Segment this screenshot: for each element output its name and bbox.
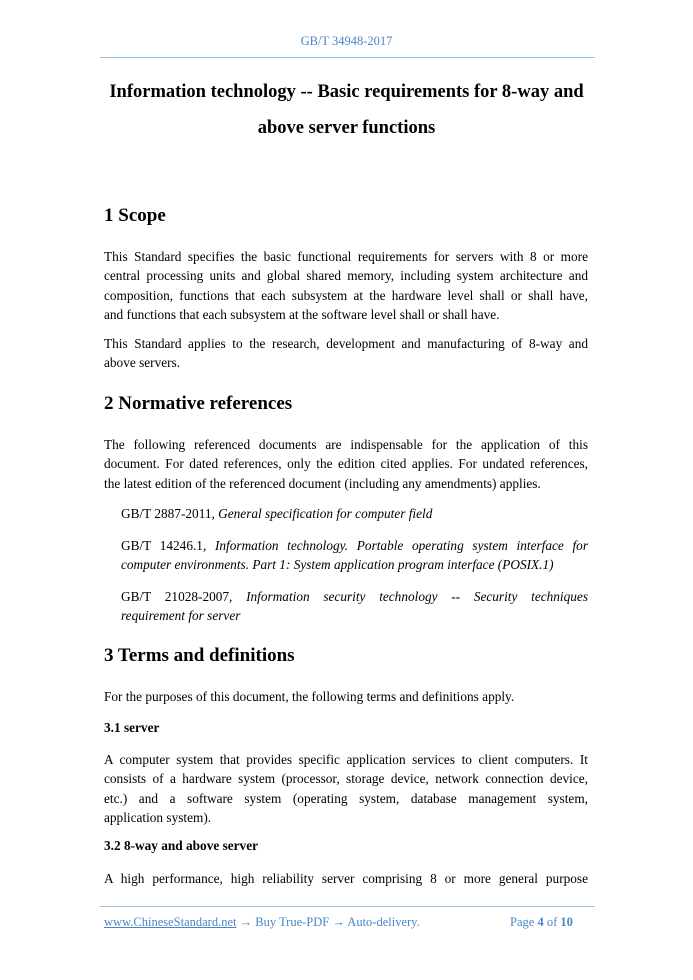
text-line [121, 555, 588, 574]
reference-item [121, 587, 588, 626]
text-line: A computer system that provides specific application services to client computers. It [104, 752, 588, 767]
page-current: 4 [537, 915, 544, 929]
term-3-1-definition [104, 750, 588, 828]
footer-promo-text: → Buy True-PDF → Auto-delivery. [236, 915, 420, 929]
header-divider [100, 57, 595, 58]
term-3-2-heading: 3.2 8-way and above server [104, 838, 259, 853]
document-title-line-2: above server functions [257, 118, 436, 138]
page-word: Page [510, 915, 535, 929]
section-1-paragraph-2 [104, 334, 588, 373]
header-standard-code: GB/T 34948-2017 [300, 34, 393, 48]
text-line: consists of a hardware system (processor, storage device, network connection device, [104, 771, 588, 787]
text-line: application system). [104, 810, 212, 826]
text-line: composition, functions that each subsystem at the hardware level shall or shall have, [104, 287, 588, 303]
reference-title: computer environments. Part 1: System application program interface (POSIX.1) [121, 557, 554, 573]
reference-title: Information security technology -- Security techniques [246, 589, 588, 604]
text-line: and functions that each subsystem at the software level shall or shall have. [104, 307, 500, 323]
of-word: of [546, 915, 558, 929]
reference-item [121, 504, 588, 523]
footer-page-number [510, 915, 573, 930]
section-2-heading: 2 Normative references [104, 393, 293, 414]
text-line: above servers. [104, 355, 181, 371]
text-line: etc.) and a software system (operating system, database management system, [104, 790, 588, 806]
footer-site-link[interactable]: www.ChineseStandard.net [104, 915, 237, 929]
text-line: This Standard specifies the basic functional requirements for servers with 8 or more [104, 249, 588, 264]
page-total: 10 [560, 915, 573, 929]
term-3-2-definition [104, 869, 588, 888]
section-2-paragraph-1 [104, 435, 588, 493]
reference-title: requirement for server [121, 608, 241, 624]
text-line: A high performance, high reliability server comprising 8 or more general purpose [104, 871, 588, 886]
section-3-intro: For the purposes of this document, the following terms and definitions apply. [104, 689, 515, 704]
text-line [121, 606, 588, 625]
reference-code: GB/T 14246.1, [121, 538, 207, 553]
section-3-heading: 3 Terms and definitions [104, 645, 295, 666]
section-1-paragraph-1 [104, 247, 588, 325]
reference-title: General specification for computer field [218, 506, 433, 521]
text-line [121, 587, 588, 606]
reference-code: GB/T 21028-2007, [121, 589, 233, 604]
section-1-heading: 1 Scope [104, 205, 166, 226]
footer-promo [104, 915, 420, 930]
reference-title: Information technology. Portable operating system interface for [214, 538, 588, 553]
text-line: document. For dated references, only the edition cited applies. For undated references, [104, 456, 588, 472]
text-line: central processing units and global shared memory, including system architecture and [104, 268, 588, 284]
text-line: the latest edition of the referenced document (including any amendments) applies. [104, 475, 541, 491]
reference-code: GB/T 2887-2011, [121, 506, 215, 521]
text-line [121, 536, 588, 555]
reference-item [121, 536, 588, 575]
term-3-1-heading: 3.1 server [104, 720, 160, 735]
footer-divider [100, 906, 595, 907]
document-title-line-1: Information technology -- Basic requirements for 8-way and [109, 82, 584, 102]
text-line: This Standard applies to the research, development and manufacturing of 8-way and [104, 336, 588, 351]
text-line: The following referenced documents are indispensable for the application of this [104, 437, 588, 452]
